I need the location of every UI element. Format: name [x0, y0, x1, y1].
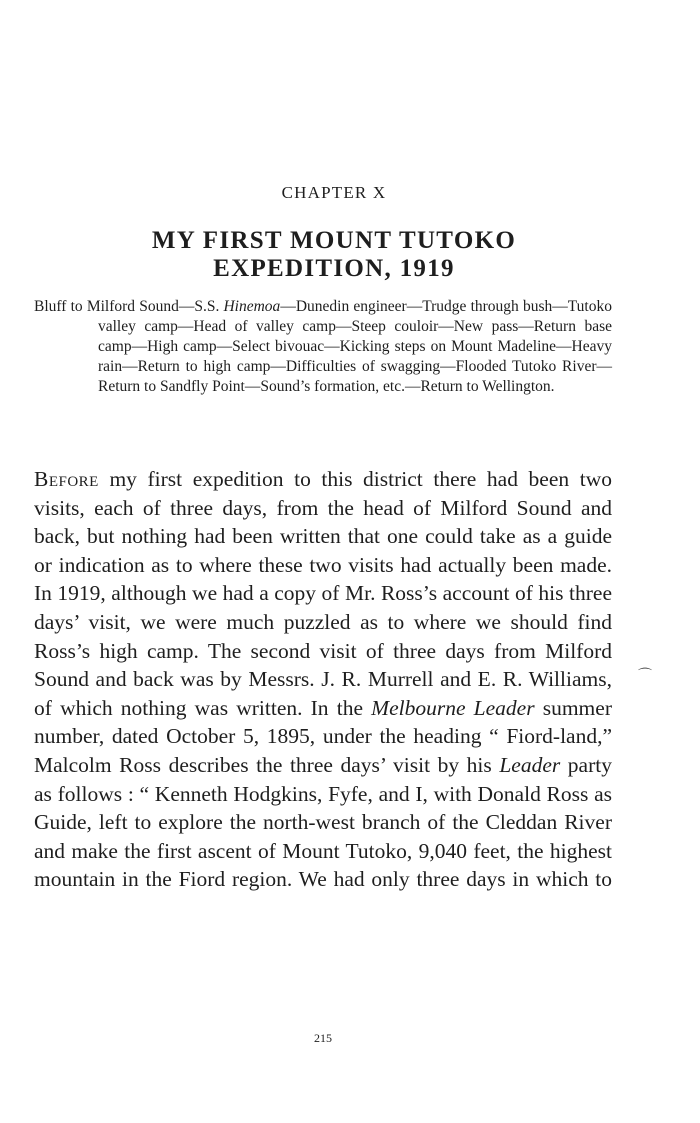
chapter-synopsis — [34, 297, 612, 397]
body-text-2: summer number, dated October 5, 1895, under the heading “ Fiord-land,” Malcolm Ross describes the three days’ visit by his — [34, 695, 612, 777]
body-paragraph — [34, 465, 612, 894]
chapter-title-line-2: EXPEDITION, 1919 — [213, 255, 455, 282]
margin-mark: ⌒ — [638, 669, 652, 684]
chapter-title — [34, 227, 634, 283]
body-text-1: my first expedition to this district there had been two visits, each of three days, from the head of Milford Sound and back, but nothing had been written that one could take as a guide or indication as to where these two visits had actually been made. In 1919, although we had a copy of Mr. Ross’s account of his three days’ visit, we were much puzzled as to where we should find Ross’s high camp. The second visit of three days from Milford Sound and back was by Messrs. J. R. Murrell and E. R. Williams, of which nothing was written. In the — [34, 467, 612, 720]
page-number: 215 — [314, 1031, 332, 1045]
book-page — [34, 0, 616, 1123]
synopsis-part-2: —Dunedin engineer—Trudge through bush—Tutoko valley camp—Head of valley camp—Steep couloir—New pass—Return base camp—High camp—Select bivouac—Kicking steps on Mount Madeline—Heavy rain—Return to high camp—Difficulties of swagging—Flooded Tutoko River—Return to Sandfly Point—Sound’s formation, etc.—Return to Wellington. — [98, 298, 612, 395]
synopsis-ship-name: Hinemoa — [223, 298, 281, 315]
body-text-3: party as follows : “ Kenneth Hodgkins, Fyfe, and I, with Donald Ross as Guide, left to explore the north-west branch of the Cleddan River and make the first ascent of Mount Tutoko, 9,040 feet, the highest mountain in the Fiord region. We had only three days in which to — [34, 752, 612, 892]
chapter-label: CHAPTER X — [281, 183, 387, 202]
party-name: Leader — [499, 752, 561, 777]
synopsis-part-1: Bluff to Milford Sound—S.S. — [34, 298, 224, 315]
publication-name: Melbourne Leader — [371, 695, 535, 720]
lead-word: Before — [34, 467, 99, 491]
chapter-title-line-1: MY FIRST MOUNT TUTOKO — [151, 227, 517, 254]
